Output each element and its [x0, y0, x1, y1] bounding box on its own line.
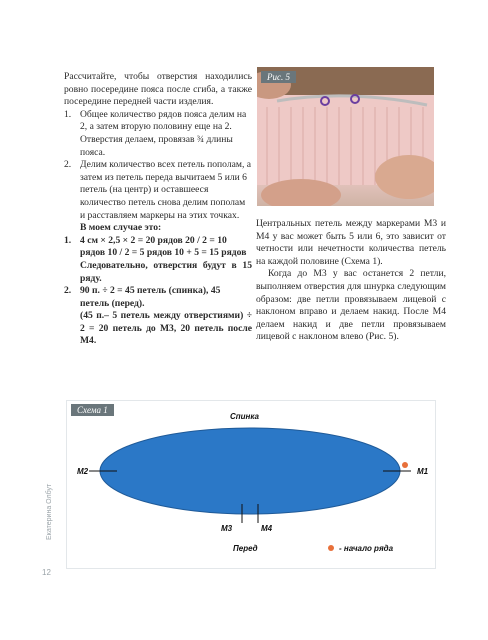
case-list-2 — [64, 285, 252, 310]
belt-ellipse — [100, 428, 400, 514]
author-name: Екатерина Олбут — [46, 483, 53, 540]
back-label: Спинка — [230, 412, 259, 421]
m2-label: М2 — [77, 467, 89, 476]
legend-dot — [328, 545, 334, 551]
right-paragraph-2: Когда до М3 у вас останется 2 петли, выполняем отверстия для шнурка следующим образом: две петли провязываем лицевой с наклоном вправо и делаем накид. После М4 делаем накид и две петли провязываем лицевой с наклоном влево (Рис. 5). — [256, 268, 446, 343]
formula-text: (45 п.– 5 петель между отверстиями) ÷ 2 = 20 петель до М3, 20 петель после М4. — [80, 310, 252, 347]
right-column — [256, 218, 446, 344]
intro-paragraph: Рассчитайте, чтобы отверстия находились ровно посередине пояса после сгиба, а также посередине передней части изделия. — [64, 71, 252, 108]
knitting-photo — [257, 67, 434, 206]
case-heading: В моем случае это: — [80, 222, 162, 234]
row-start-dot — [402, 462, 408, 468]
knitting-photo-illustration — [257, 67, 434, 206]
conclusion-text: Следовательно, отверстия будут в 15 ряду. — [80, 259, 252, 284]
m3-label: М3 — [221, 524, 233, 533]
left-column — [64, 71, 252, 348]
list-item: 2. Делим количество всех петель пополам, а затем из петель переда вычитаем 5 или 6 петель (на центр) и оставшееся количество петель снова делим пополам и расставляем маркеры на этих точках. — [64, 159, 251, 221]
list-item: 2. 90 п. ÷ 2 = 45 петель (спинка), 45 петель (перед). — [64, 285, 221, 309]
front-label: Перед — [233, 544, 258, 553]
legend-label: - начало ряда — [339, 544, 394, 553]
right-paragraph-1: Центральных петель между маркерами М3 и М4 у вас может быть 5 или 6, это зависит от четности или нечетности количества петель на каждой половине (Схема 1). — [256, 218, 446, 267]
photo-caption: Рис. 5 — [261, 71, 296, 83]
scheme-drawing — [67, 401, 435, 568]
scheme-caption: Схема 1 — [71, 404, 114, 416]
scheme-diagram — [66, 400, 436, 569]
steps-list — [64, 109, 252, 222]
list-item: 1. Общее количество рядов пояса делим на 2, а затем вторую половину еще на 2. Отверстия делаем, провязав ¾ длины пояса. — [64, 108, 247, 158]
page-number: 12 — [42, 568, 51, 577]
m1-label: М1 — [417, 467, 429, 476]
list-item: 1. 4 см × 2,5 × 2 = 20 рядов 20 / 2 = 10 рядов 10 / 2 = 5 рядов 10 + 5 = 15 рядов — [64, 234, 247, 259]
m4-label: М4 — [261, 524, 273, 533]
case-list — [64, 235, 252, 260]
